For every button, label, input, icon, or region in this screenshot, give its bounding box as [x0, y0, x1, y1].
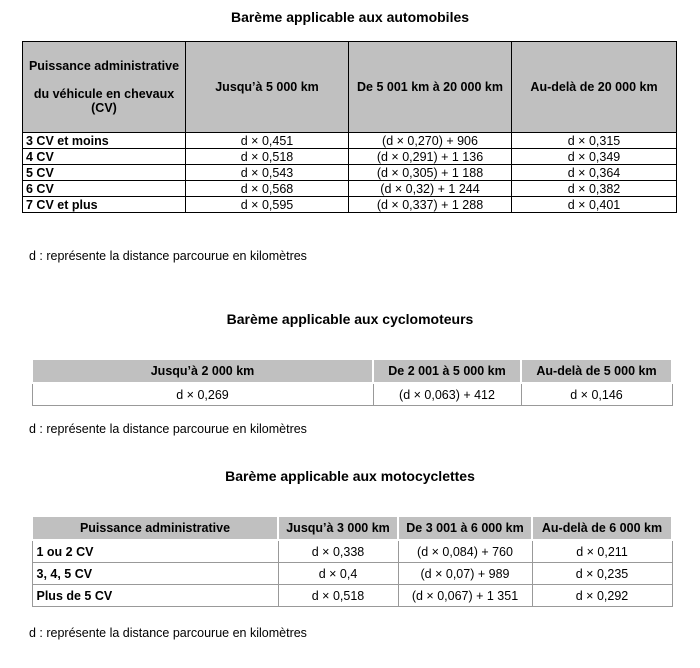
table-row	[32, 563, 672, 585]
auto-title: Barème applicable aux automobiles	[230, 9, 470, 25]
auto-header-puissance-line1: Puissance administrative	[28, 59, 180, 73]
moto-header-tier2: De 3 001 à 6 000 km	[398, 516, 532, 540]
auto-header-tier3: Au-delà de 20 000 km	[512, 42, 677, 133]
cell-tier3: d × 0,235	[532, 563, 672, 585]
table-row	[23, 149, 677, 165]
cell-tier3: d × 0,382	[512, 181, 677, 197]
moto-table	[31, 515, 673, 607]
cyclo-header-tier1: Jusqu’à 2 000 km	[32, 359, 373, 383]
table-row	[32, 540, 672, 563]
cell-tier1: d × 0,4	[278, 563, 398, 585]
row-label: 1 ou 2 CV	[32, 540, 278, 563]
cell-tier2: (d × 0,063) + 412	[373, 383, 521, 406]
cell-tier2: (d × 0,084) + 760	[398, 540, 532, 563]
table-row	[23, 133, 677, 149]
cell-tier3: d × 0,211	[532, 540, 672, 563]
cell-tier3: d × 0,292	[532, 585, 672, 607]
cell-tier3: d × 0,349	[512, 149, 677, 165]
row-label: 4 CV	[23, 149, 186, 165]
auto-header-tier1: Jusqu’à 5 000 km	[186, 42, 349, 133]
cell-tier3: d × 0,364	[512, 165, 677, 181]
cyclo-header-tier3: Au-delà de 5 000 km	[521, 359, 672, 383]
auto-header-puissance-line2: du véhicule en chevaux (CV)	[33, 87, 175, 115]
moto-header-puissance: Puissance administrative	[32, 516, 278, 540]
cell-tier3: d × 0,315	[512, 133, 677, 149]
auto-header-tier2: De 5 001 km à 20 000 km	[349, 42, 512, 133]
cyclo-table	[31, 358, 673, 406]
moto-title: Barème applicable aux motocyclettes	[225, 468, 475, 484]
cell-tier1: d × 0,518	[278, 585, 398, 607]
auto-note: d : représente la distance parcourue en kilomètres	[29, 249, 307, 263]
cyclo-header-row	[32, 359, 672, 383]
cell-tier1: d × 0,451	[186, 133, 349, 149]
cell-tier2: (d × 0,067) + 1 351	[398, 585, 532, 607]
table-row	[23, 197, 677, 213]
moto-header-tier1: Jusqu’à 3 000 km	[278, 516, 398, 540]
moto-header-tier3: Au-delà de 6 000 km	[532, 516, 672, 540]
row-label: 3, 4, 5 CV	[32, 563, 278, 585]
moto-note: d : représente la distance parcourue en kilomètres	[29, 626, 307, 640]
cell-tier2: (d × 0,270) + 906	[349, 133, 512, 149]
cyclo-note: d : représente la distance parcourue en kilomètres	[29, 422, 307, 436]
table-row	[32, 585, 672, 607]
row-label: Plus de 5 CV	[32, 585, 278, 607]
table-row	[23, 165, 677, 181]
table-row	[32, 383, 672, 406]
cell-tier2: (d × 0,291) + 1 136	[349, 149, 512, 165]
cell-tier3: d × 0,401	[512, 197, 677, 213]
auto-header-puissance	[23, 42, 186, 133]
row-label: 5 CV	[23, 165, 186, 181]
cell-tier1: d × 0,595	[186, 197, 349, 213]
cyclo-title: Barème applicable aux cyclomoteurs	[226, 311, 474, 327]
row-label: 7 CV et plus	[23, 197, 186, 213]
table-row	[23, 181, 677, 197]
cell-tier2: (d × 0,337) + 1 288	[349, 197, 512, 213]
cell-tier2: (d × 0,32) + 1 244	[349, 181, 512, 197]
cell-tier1: d × 0,543	[186, 165, 349, 181]
cell-tier1: d × 0,338	[278, 540, 398, 563]
cell-tier1: d × 0,568	[186, 181, 349, 197]
cell-tier1: d × 0,269	[32, 383, 373, 406]
auto-table	[22, 41, 677, 213]
cell-tier1: d × 0,518	[186, 149, 349, 165]
cell-tier2: (d × 0,305) + 1 188	[349, 165, 512, 181]
auto-header-row	[23, 42, 677, 133]
row-label: 6 CV	[23, 181, 186, 197]
cell-tier3: d × 0,146	[521, 383, 672, 406]
cyclo-header-tier2: De 2 001 à 5 000 km	[373, 359, 521, 383]
cell-tier2: (d × 0,07) + 989	[398, 563, 532, 585]
row-label: 3 CV et moins	[23, 133, 186, 149]
moto-header-row	[32, 516, 672, 540]
